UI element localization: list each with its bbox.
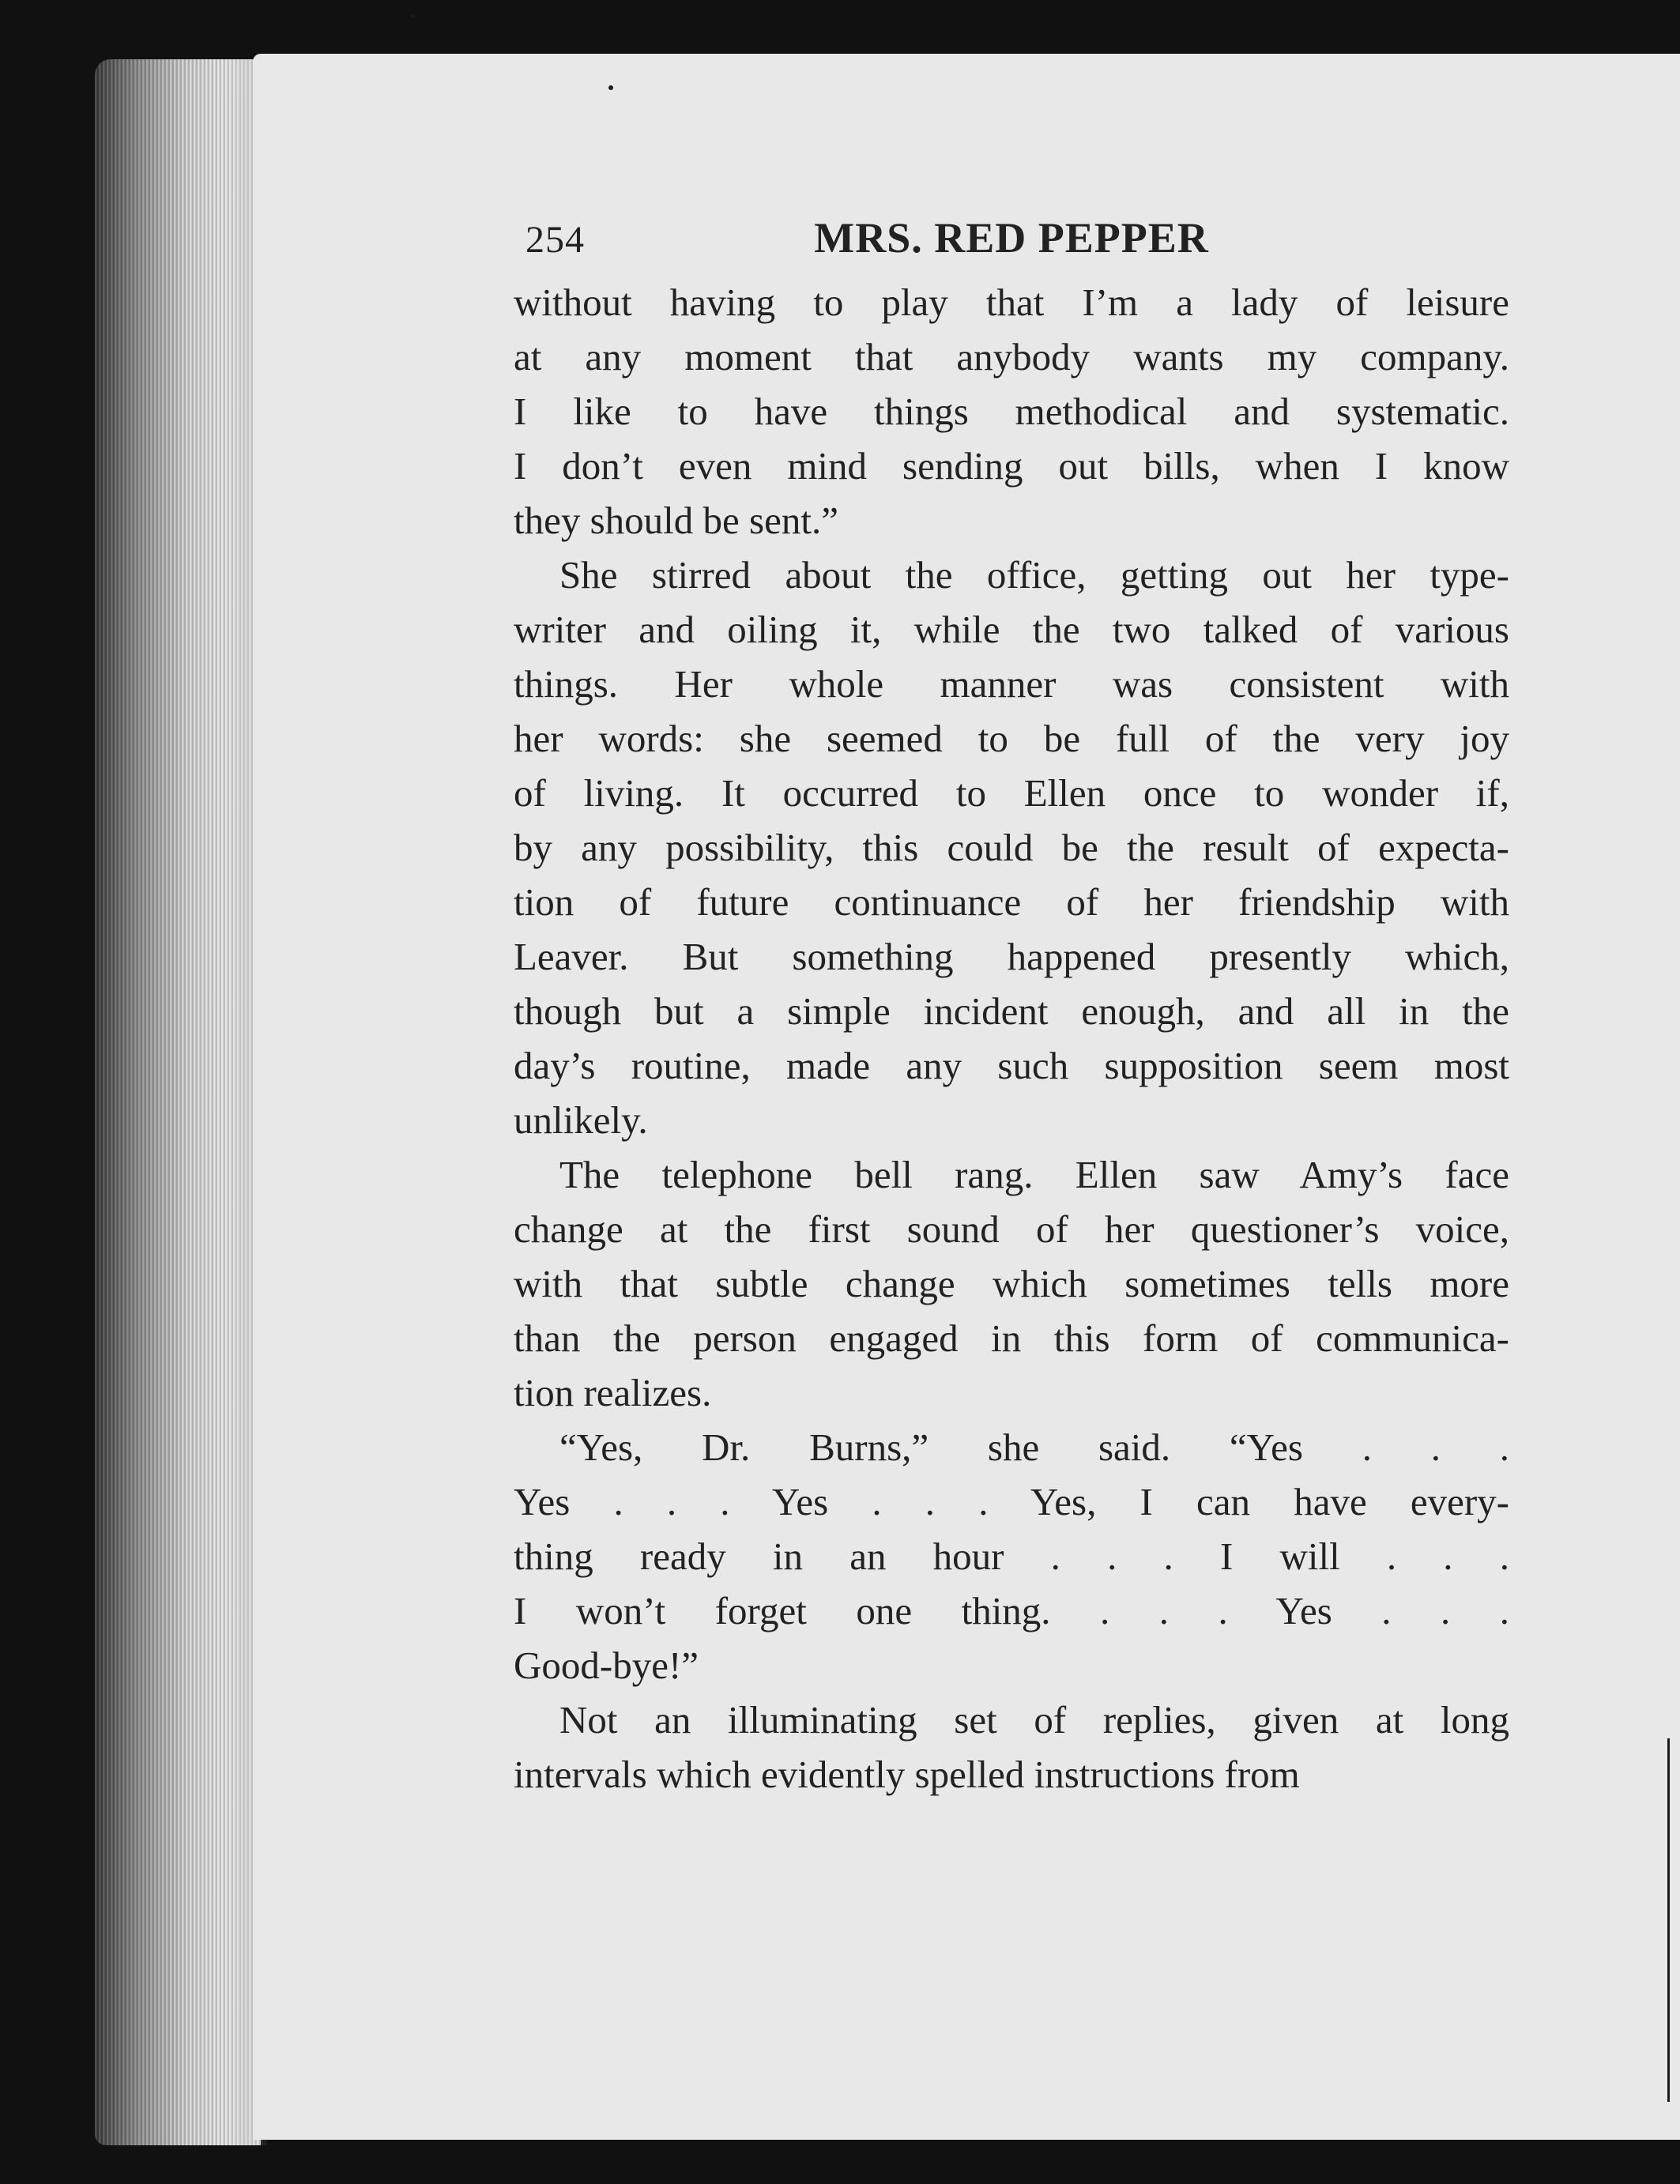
paragraph xyxy=(514,1693,1509,1802)
text-line: change at the first sound of her questioner’s voice, xyxy=(514,1207,1509,1251)
text-line: I like to have things methodical and systematic. xyxy=(514,390,1509,433)
paragraph xyxy=(514,275,1509,548)
dust-speck xyxy=(608,85,613,90)
dust-speck xyxy=(411,14,415,18)
text-line: “Yes, Dr. Burns,” she said. “Yes . . . xyxy=(559,1425,1509,1469)
paragraph xyxy=(514,548,1509,1147)
text-line: of living. It occurred to Ellen once to wonder if, xyxy=(514,771,1509,815)
body-text xyxy=(514,275,1509,1802)
paragraph xyxy=(514,1147,1509,1420)
text-line: day’s routine, made any such supposition seem most xyxy=(514,1044,1509,1087)
text-line: with that subtle change which sometimes tells more xyxy=(514,1262,1509,1305)
running-head xyxy=(514,212,1509,275)
text-line: I won’t forget one thing. . . . Yes . . . xyxy=(514,1589,1509,1632)
text-line: they should be sent.” xyxy=(514,499,838,542)
text-line: intervals which evidently spelled instructions from xyxy=(514,1753,1300,1796)
text-line: Leaver. But something happened presently which, xyxy=(514,935,1509,978)
paragraph xyxy=(514,1420,1509,1693)
text-line: Good-bye!” xyxy=(514,1644,699,1687)
text-line: She stirred about the office, getting out her type- xyxy=(559,553,1509,597)
page-number: 254 xyxy=(525,219,585,261)
text-line: things. Her whole manner was consistent with xyxy=(514,662,1509,706)
text-line: The telephone bell rang. Ellen saw Amy’s face xyxy=(559,1153,1509,1196)
text-line: thing ready in an hour . . . I will . . . xyxy=(514,1534,1509,1578)
right-edge-rule xyxy=(1667,1738,1670,2102)
text-line: by any possibility, this could be the result of expecta- xyxy=(514,826,1509,869)
text-line: Yes . . . Yes . . . Yes, I can have every- xyxy=(514,1480,1509,1523)
text-line: writer and oiling it, while the two talked of various xyxy=(514,608,1509,651)
text-line: without having to play that I’m a lady of leisure xyxy=(514,281,1509,324)
text-line: her words: she seemed to be full of the very joy xyxy=(514,717,1509,760)
text-block xyxy=(514,212,1509,1802)
text-line: tion of future continuance of her friendship with xyxy=(514,880,1509,924)
running-title: MRS. RED PEPPER xyxy=(814,214,1209,262)
text-line: than the person engaged in this form of communica- xyxy=(514,1316,1509,1360)
text-line: though but a simple incident enough, and all in the xyxy=(514,989,1509,1033)
text-line: at any moment that anybody wants my company. xyxy=(514,335,1509,378)
text-line: tion realizes. xyxy=(514,1371,712,1414)
text-line: Not an illuminating set of replies, given at long xyxy=(559,1698,1509,1742)
text-line: I don’t even mind sending out bills, when I know xyxy=(514,444,1509,488)
text-line: unlikely. xyxy=(514,1098,648,1142)
